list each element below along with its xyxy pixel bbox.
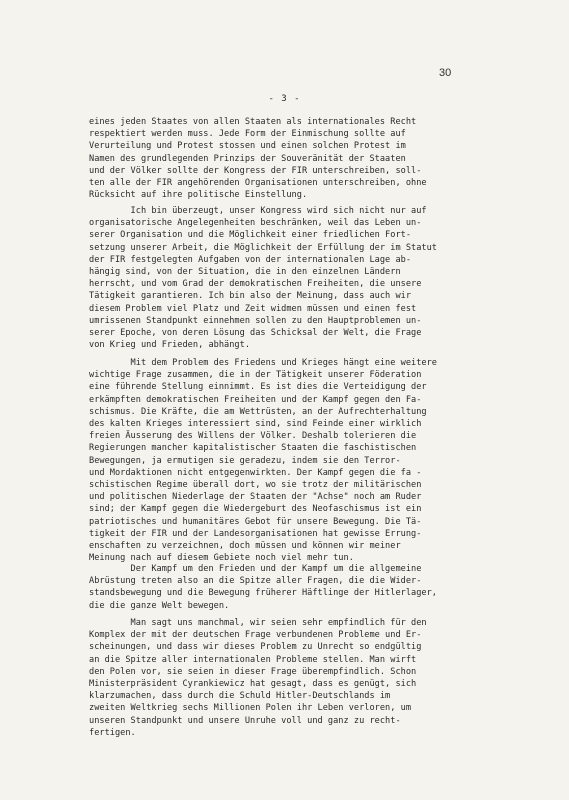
text-line: tigkeit der FIR und der Landesorganisationen hat gewisse Errung-: [89, 528, 422, 539]
text-line: respektiert werden muss. Jede Form der Einmischung sollte auf: [89, 129, 406, 140]
text-line: und der Völker sollte der Kongress der FIR unterschreiben, soll-: [89, 165, 422, 176]
text-line: unseren Standpunkt und unsere Unruhe voll und ganz zu recht-: [89, 715, 401, 726]
page-number: 30: [439, 67, 452, 79]
text-line: diesem Problem viel Platz und Zeit widmen müssen und einen fest: [89, 303, 417, 314]
text-line: umrissenen Standpunkt einnehmen sollen zu den Hauptproblemen un-: [89, 315, 422, 326]
text-line: standsbewegung und die Bewegung früherer Häftlinge der Hitlerlager,: [89, 588, 437, 599]
text-line: enschaften zu verzeichnen, doch müssen und können wir meiner: [89, 541, 401, 551]
text-line: Mit dem Problem des Friedens und Krieges hängt eine weitere: [89, 358, 437, 368]
text-line: herrscht, und vom Grad der demokratischen Freiheiten, die unsere: [89, 279, 422, 290]
text-line: und Mordaktionen nicht entgegenwirkten. Der Kampf gegen die fa -: [89, 467, 422, 478]
text-line: Bewegungen, ja ermutigen sie geradezu, indem sie den Terror-: [89, 455, 401, 466]
text-line: schismus. Die Kräfte, die am Wettrüsten, an der Aufrechterhaltung: [89, 406, 427, 417]
text-line: freien Äusserung des Willens der Völker. Deshalb tolerieren die: [89, 431, 417, 442]
text-line: zweiten Weltkrieg sechs Millionen Polen ihr Leben verloren, um: [89, 703, 412, 714]
text-line: ten alle der FIR angehörenden Organisationen unterschreiben, ohne: [89, 178, 427, 188]
text-line: Ich bin überzeugt, unser Kongress wird sich nicht nur auf: [89, 206, 427, 216]
text-line: Tätigkeit garantieren. Ich bin also der Meinung, dass auch wir: [89, 291, 412, 302]
text-line: eine führende Stellung einnimmt. Es ist dies die Verteidigung der: [89, 382, 427, 393]
text-line: serer Epoche, von deren Lösung das Schicksal der Welt, die Frage: [89, 328, 422, 338]
text-line: der FIR festgelegten Aufgaben von der internationalen Lage ab-: [89, 254, 412, 265]
text-line: und politischen Niederlage der Staaten der "Achse" noch am Ruder: [89, 492, 422, 503]
text-line: klarzumachen, dass durch die Schuld Hitler-Deutschlands im: [89, 691, 391, 702]
text-line: an die Spitze aller internationalen Probleme stellen. Man wirft: [89, 654, 417, 665]
text-line: hängig sind, von der Situation, die in den einzelnen Ländern: [89, 267, 401, 277]
text-line: setzung unserer Arbeit, die Möglichkeit der Erfüllung der im Statut: [89, 242, 437, 253]
text-line: Namen des grundlegenden Prinzips der Souveränität der Staaten: [89, 153, 406, 164]
text-line: von Krieg und Frieden, abhängt.: [89, 340, 251, 351]
text-line: Meinung nach auf diesem Gebiete noch viel mehr tun.: [89, 553, 354, 564]
text-line: schistischen Regime überall dort, wo sie trotz der militärischen: [89, 480, 422, 490]
text-line: Verurteilung und Protest stossen und einen solchen Protest im: [89, 141, 406, 152]
text-line: Regierungen mancher kapitalistischer Staaten die faschistischen: [89, 443, 417, 454]
text-line: sind; der Kampf gegen die Wiedergeburt des Neofaschismus ist ein: [89, 504, 422, 515]
text-line: organisatorische Angelegenheiten beschränken, weil das Leben un-: [89, 218, 422, 229]
text-line: fertigen.: [89, 727, 136, 738]
text-line: erkämpften demokratischen Freiheiten und der Kampf gegen den Fa-: [89, 394, 422, 405]
text-line: Ministerpräsident Cyrankiewicz hat gesagt, dass es genügt, sich: [89, 679, 417, 689]
text-line: eines jeden Staates von allen Staaten als internationales Recht: [89, 117, 417, 127]
text-line: Abrüstung treten also an die Spitze aller Fragen, die die Wider-: [89, 576, 422, 587]
text-line: den Polen vor, sie seien in dieser Frage überempfindlich. Schon: [89, 666, 417, 677]
text-line: wichtige Frage zusammen, die in der Tätigkeit unserer Föderation: [89, 370, 422, 381]
text-line: Rücksicht auf ihre politische Einstellung.: [89, 190, 308, 201]
page-marker: - 3 -: [268, 94, 301, 104]
text-line: des kalten Krieges interessiert sind, sind Feinde einer wirklich: [89, 419, 422, 429]
text-line: scheinungen, und dass wir dieses Problem zu Unrecht so endgültig: [89, 642, 422, 653]
text-line: serer Organisation und die Möglichkeit einer friedlichen Fort-: [89, 230, 412, 241]
text-line: patriotisches und humanitäres Gebot für unsere Bewegung. Die Tä-: [89, 516, 422, 527]
text-line: Komplex der mit der deutschen Frage verbundenen Probleme und Er-: [89, 630, 422, 641]
text-line: Der Kampf um den Frieden und der Kampf um die allgemeine: [89, 564, 422, 574]
text-line: die die ganze Welt bewegen.: [89, 600, 230, 611]
text-line: Man sagt uns manchmal, wir seien sehr empfindlich für den: [89, 618, 427, 628]
